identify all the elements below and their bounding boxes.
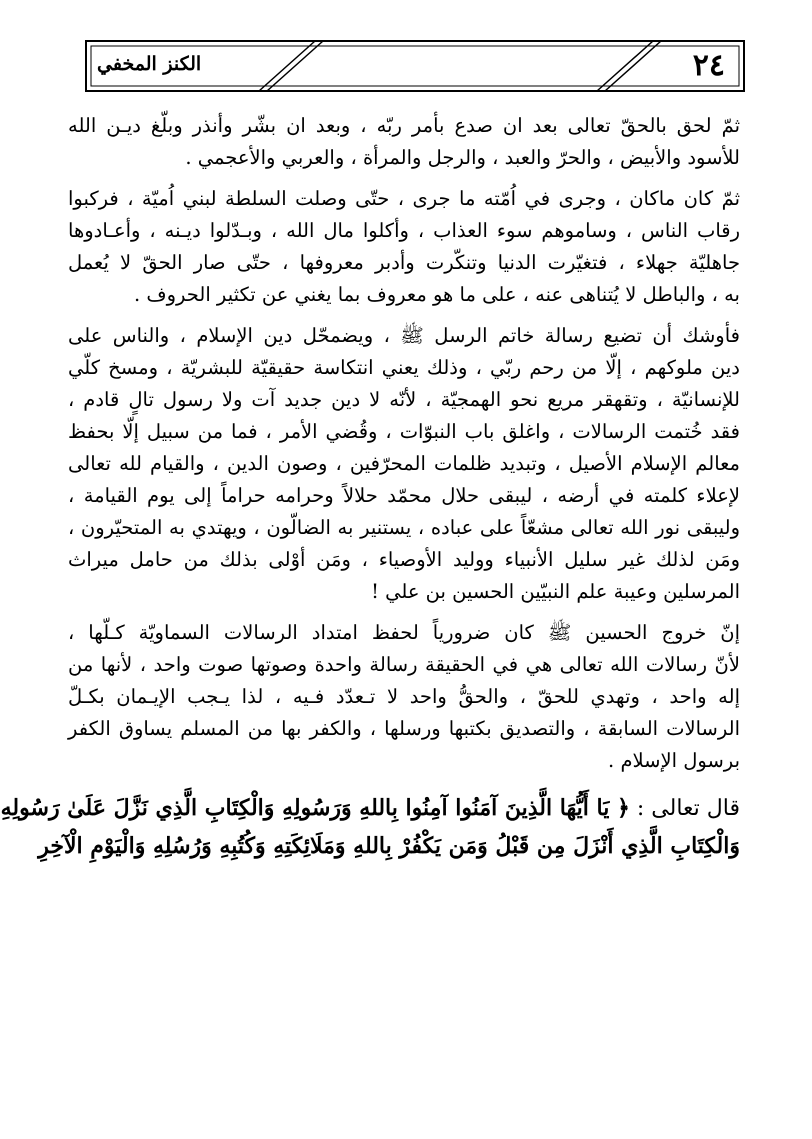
text-line: جاهليّة جهلاء ، فتغيّرت الدنيا وتنكّرت وأدبر معروفها ، حتّى صار الحقّ لا يُعمل: [68, 251, 740, 274]
page-number: ٢٤: [692, 48, 725, 83]
paragraph-4: [68, 617, 740, 777]
text-line: لأنّ رسالات الله تعالى هي في الحقيقة رسالة واحدة وصوتها صوت واحد ، لأنها من: [68, 653, 740, 676]
text-line: فأوشك أن تضيع رسالة خاتم الرسل ﷺ ، ويضمحّل دين الإسلام ، والناس على: [68, 324, 740, 347]
page-body: [0, 110, 740, 874]
quran-line-1: [0, 789, 740, 827]
page-header: [85, 40, 745, 92]
text-line: إنّ خروج الحسين ﷺ كان ضرورياً لحفظ امتداد الرسالات السماويّة كـلّها ،: [68, 621, 740, 644]
text-line: للإنسانيّة ، وتقهقر مريع نحو الهمجيّة ، لأنّه لا دين جديد آت ولا رسول تالٍ قادم ،: [68, 388, 740, 411]
quran-verse-part-1: ﴿ يَا أَيُّهَا الَّذِينَ آمَنُوا آمِنُوا بِاللهِ وَرَسُولِهِ وَالْكِتَابِ الَّذِي نَزَّلَ عَلَىٰ رَسُولِهِ: [0, 795, 630, 821]
quran-intro: قال تعالى :: [636, 796, 740, 821]
text-line: ومَن لذلك غير سليل الأنبياء ووليد الأوصياء ، ومَن أوْلى بذلك من حامل ميراث: [68, 548, 740, 571]
paragraph-2: [68, 183, 740, 311]
text-line: الرسالات السابقة ، والتصديق بكتبها ورسلها ، والكفر بها من المسلم يساوق الكفر: [68, 717, 740, 740]
running-title: الكنز المخفي: [97, 53, 202, 75]
text-line: برسول الإسلام .: [608, 749, 740, 772]
text-line: رقاب الناس ، وساموهم سوء العذاب ، وأكلوا مال الله ، وبـدّلوا ديـنه ، وأعـادوها: [68, 219, 740, 242]
quran-verse-part-2: وَالْكِتَابِ الَّذِي أَنْزَلَ مِن قَبْلُ وَمَن يَكْفُرْ بِاللهِ وَمَلَائِكَتِهِ وَكُتُبِهِ وَرُسُلِهِ وَالْيَوْمِ الْآخِرِ: [38, 833, 740, 859]
text-line: للأسود والأبيض ، والحرّ والعبد ، والرجل والمرأة ، والعربي والأعجمي .: [185, 146, 740, 169]
paragraph-1: [68, 110, 740, 174]
text-line: وليبقى نور الله تعالى مشعّاً على عباده ، يستنير به الضالّون ، ويهتدي به المتحيّرون ،: [68, 516, 740, 539]
text-line: به ، والباطل لا يُتناهى عنه ، على ما هو معروف بما يغني عن تكثير الحروف .: [134, 283, 740, 306]
text-line: فقد خُتمت الرسالات ، واغلق باب النبوّات ، وقُضي الأمر ، فما من سبيل إلّا بحفظ: [68, 420, 740, 443]
text-line: المرسلين وعيبة علم النبيّين الحسين بن علي !: [371, 580, 740, 603]
text-line: دين ملوكهم ، إلّا من رحم ربّي ، وذلك يعني انتكاسة حقيقيّة للبشريّة ، ومسخ كلّي: [68, 356, 740, 379]
text-line: إله واحد ، وتهدي للحقّ ، والحقُّ واحد لا تـعدّد فـيه ، لذا يـجب الإيـمان بكـلّ: [68, 685, 740, 708]
text-line: ثمّ لحق بالحقّ تعالى بعد ان صدع بأمر ربّه ، وبعد ان بشّر وأنذر وبلّغ ديـن الله: [68, 114, 740, 137]
quran-quote: [0, 789, 740, 865]
text-line: ثمّ كان ماكان ، وجرى في اُمّته ما جرى ، حتّى وصلت السلطة لبني اُميّة ، فركبوا: [68, 187, 740, 210]
text-line: معالم الإسلام الأصيل ، وتبديد ظلمات المحرّفين ، وصون الدين ، والقيام لله تعالى: [68, 452, 740, 475]
paragraph-3: [68, 320, 740, 608]
text-line: لإعلاء كلمته في أرضه ، ليبقى حلال محمّد حلالاً وحرامه حراماً إلى يوم القيامة ،: [68, 484, 740, 507]
